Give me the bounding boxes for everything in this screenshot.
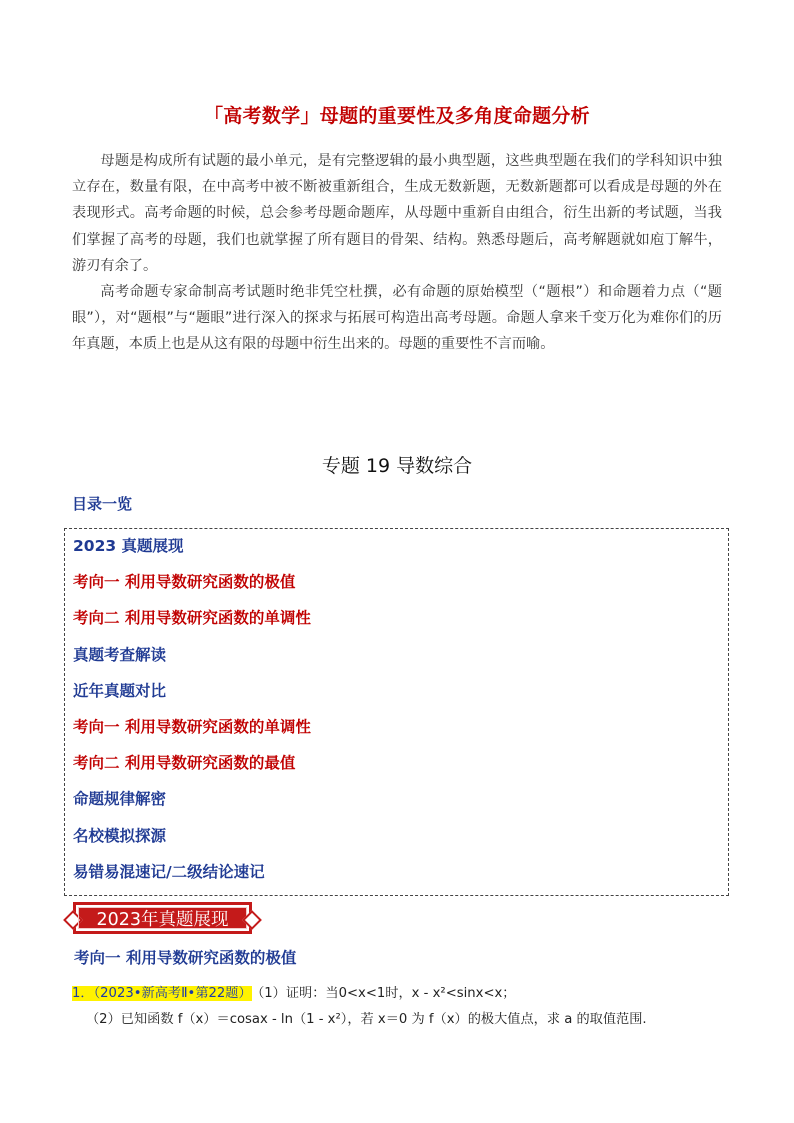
problem-part-1: （1）证明：当0<x<1时，x - x²<sinx<x； — [257, 986, 516, 1001]
intro-paragraph: 高考命题专家命制高考试题时绝非凭空杜撰，必有命题的原始模型（“题根”）和命题着力点（“题眼”），对“题根”与“题眼”进行深入的探求与拓展可构造出高考母题。命题人拿来千变万化为难你们的历年真题，本质上也是从这有限的母题中衍生出来的。母题的重要性不言而喻。 — [72, 284, 722, 353]
intro-paragraph: 母题是构成所有试题的最小单元，是有完整逻辑的最小典型题，这些典型题在我们的学科知识中独立存在，数量有限，在中高考中被不断被重新组合，生成无数新题，无数新题都可以看成是母题的外在表现形式。高考命题的时候，总会参考母题命题库，从母题中重新自由组合，衍生出新的考试题，当我们掌握了高考的母题，我们也就掌握了所有题目的骨架、结构。熟悉母题后，高考解题就如庖丁解牛，游刃有余了。 — [72, 153, 722, 274]
toc-item[interactable]: 考向二 利用导数研究函数的单调性 — [73, 609, 311, 628]
toc-item[interactable]: 考向一 利用导数研究函数的极值 — [73, 573, 296, 592]
toc-item[interactable]: 考向二 利用导数研究函数的最值 — [73, 754, 296, 773]
toc-item[interactable]: 命题规律解密 — [73, 790, 167, 809]
table-of-contents — [64, 528, 729, 896]
page-title: 「高考数学」母题的重要性及多角度命题分析 — [203, 105, 590, 127]
toc-list — [73, 535, 311, 897]
toc-item[interactable]: 名校模拟探源 — [73, 826, 167, 845]
section-badge — [73, 902, 252, 934]
problem-line — [72, 1008, 647, 1027]
problem-source-highlight: 1．（2023•新高考Ⅱ•第22题） — [72, 986, 252, 1001]
toc-item[interactable]: 真题考查解读 — [73, 645, 167, 664]
toc-heading: 目录一览 — [72, 495, 133, 513]
intro-text — [72, 148, 722, 358]
section-badge-label: 2023年真题展现 — [78, 907, 247, 929]
topic-title: 专题 19 导数综合 — [321, 455, 473, 477]
problem-part-2: （2）已知函数 f（x）＝cosax - ln（1 - x²），若 x＝0 为 f（x）的极大值点，求 a 的取值范围. — [86, 1012, 647, 1027]
toc-item[interactable]: 易错易混速记/二级结论速记 — [73, 862, 265, 881]
problem-line — [72, 982, 516, 1001]
toc-item[interactable]: 2023 真题展现 — [73, 537, 184, 555]
toc-item[interactable]: 考向一 利用导数研究函数的单调性 — [73, 717, 311, 736]
section-title: 考向一 利用导数研究函数的极值 — [74, 949, 297, 967]
toc-item[interactable]: 近年真题对比 — [73, 681, 167, 700]
